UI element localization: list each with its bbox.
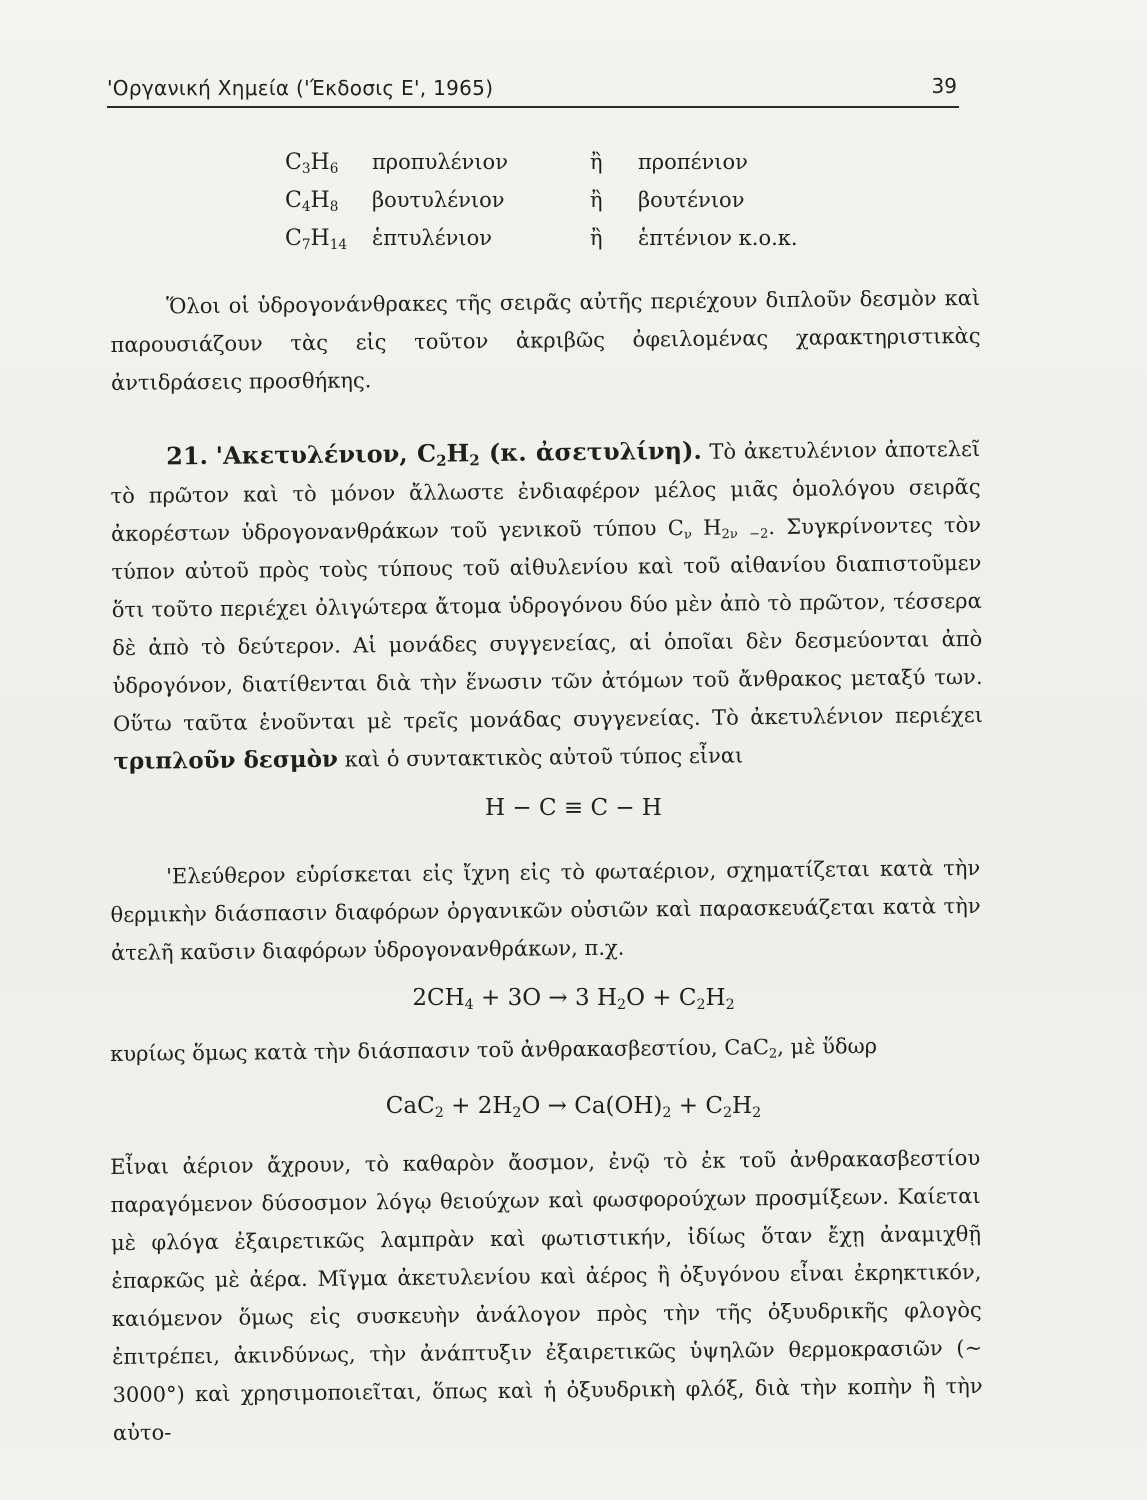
running-header — [107, 68, 959, 108]
paragraph-properties — [110, 1139, 983, 1452]
molecular-formula: $C_7H_{14}$ — [285, 226, 348, 253]
formula-row — [285, 188, 845, 226]
section-number: 21. — [166, 440, 209, 471]
compound-name: βουτυλένιον — [372, 188, 505, 212]
structural-formula: H − C ≡ C − H — [485, 795, 662, 821]
paragraph-carbide — [110, 1026, 980, 1073]
alternate-name: προπένιον — [638, 150, 748, 174]
paragraph-text: κυρίως ὅμως κατὰ τὴν διάσπασιν τοῦ ἀνθρακασβεστίου, CaC$_2$, μὲ ὕδωρ — [110, 1033, 878, 1066]
paragraph-alkenes — [110, 279, 981, 402]
section-text-a: Τὸ ἀκετυλένιον ἀποτελεῖ τὸ πρῶτον καὶ τὸ μόνον ἄλλωστε ἐνδιαφέρον μέλος μιᾶς ὁμολόγου σειρᾶς ἀκορέστων ὑδρογονανθράκων τοῦ γενικοῦ τύπου $C_\nu$ $H_{2\nu}$ $_{-2}$. Συγκρίνοντες τὸν τύπον αὐτοῦ πρὸς τοὺς τύπους τοῦ αἰθυλενίου καὶ τοῦ αἰθανίου διαπιστοῦμεν ὅτι τοῦτο περιέχει ὀλιγώτερα ἄτομα ὑδρογόνου δύο μὲν ἀπὸ τὸ πρῶτον, τέσσερα δὲ ἀπὸ τὸ δεύτερον. Αἱ μονάδες συγγενείας, αἱ ὁποῖαι δὲν δεσμεύονται ἀπὸ ὑδρογόνον, διατίθενται διὰ τὴν ἕνωσιν τῶν ἀτόμων τοῦ ἄνθρακος μεταξύ των. Οὕτω ταῦτα ἑνοῦνται μὲ τρεῖς μονάδας συγγενείας. Τὸ ἀκετυλένιον περιέχει — [110, 436, 984, 736]
molecular-formula: $C_4H_8$ — [285, 188, 339, 215]
page-number: 39 — [931, 74, 957, 98]
alternate-name: ἑπτένιον κ.ο.κ. — [638, 226, 798, 250]
molecular-formula: $C_3H_6$ — [285, 150, 339, 177]
alkene-formula-list — [285, 150, 845, 264]
or-word: ἢ — [590, 226, 603, 250]
header-title: 'Οργανική Χημεία ('Έκδοσις Ε', 1965) — [107, 76, 494, 100]
formula-row — [285, 226, 845, 264]
equation-combustion: $2CH_4 + 3O \to 3$ $H_2O + C_2H_2$ — [412, 985, 735, 1013]
header-rule — [107, 106, 959, 108]
section-21 — [110, 429, 984, 781]
alternate-name: βουτένιον — [638, 188, 745, 212]
paragraph-text: Εἶναι ἀέριον ἄχρουν, τὸ καθαρὸν ἄοσμον, ἐνῷ τὸ ἐκ τοῦ ἀνθρακασβεστίου παραγόμενον δύσοσμον λόγῳ θειούχων καὶ φωσφορούχων προσμίξεων. Καίεται μὲ φλόγα ἐξαιρετικῶς λαμπρὰν καὶ φωτιστικήν, ἰδίως ὅταν ἔχῃ ἀναμιχθῇ ἐπαρκῶς μὲ ἀέρα. Μῖγμα ἀκετυλενίου καὶ ἀέρος ἢ ὀξυγόνου εἶναι ἐκρηκτικόν, καιόμενον ὅμως εἰς συσκευὴν ἀνάλογον πρὸς τὴν τῆς ὀξυυδρικῆς φλογὸς ἐπιτρέπει, ἀκινδύνως, τὴν ἀνάπτυξιν ἐξαιρετικῶς ὑψηλῶν θερμοκρασιῶν (∼ 3000°) καὶ χρησιμοποιεῖται, ὅπως καὶ ἡ ὀξυυδρικὴ φλόξ, διὰ τὴν κοπὴν ἢ τὴν αὐτο- — [110, 1145, 983, 1445]
equation-carbide: $CaC_2 + 2H_2O \to Ca(OH)_2 + C_2H_2$ — [385, 1093, 762, 1121]
section-paragraph — [110, 429, 984, 781]
compound-name: ἑπτυλένιον — [372, 226, 493, 250]
compound-name: προπυλένιον — [372, 150, 508, 174]
paragraph-text: 'Ελεύθερον εὑρίσκεται εἰς ἴχνη εἰς τὸ φωταέριον, σχηματίζεται κατὰ τὴν θερμικὴν διάσπασιν διαφόρων ὀργανικῶν οὐσιῶν καὶ παρασκευάζεται κατὰ τὴν ἀτελῆ καῦσιν διαφόρων ὑδρογονανθράκων, π.χ. — [110, 855, 981, 965]
bold-triple-bond: τριπλοῦν δεσμὸν — [113, 745, 339, 775]
formula-row — [285, 150, 845, 188]
paragraph-text: Ὅλοι οἱ ὑδρογονάνθρακες τῆς σειρᾶς αὐτῆς περιέχουν διπλοῦν δεσμὸν καὶ παρουσιάζουν τὰς εἰς τοῦτον ἀκριβῶς ὀφειλομένας χαρακτηριστικὰς ἀντιδράσεις προσθήκης. — [110, 285, 981, 395]
paragraph-occurrence — [110, 849, 981, 972]
section-text-b: καὶ ὁ συντακτικὸς αὐτοῦ τύπος εἶναι — [344, 743, 744, 772]
or-word: ἢ — [590, 188, 603, 212]
or-word: ἢ — [590, 150, 603, 174]
section-title: 'Ακετυλένιον, $C_2H_2$ (κ. ἀσετυλίνη). — [215, 435, 702, 470]
